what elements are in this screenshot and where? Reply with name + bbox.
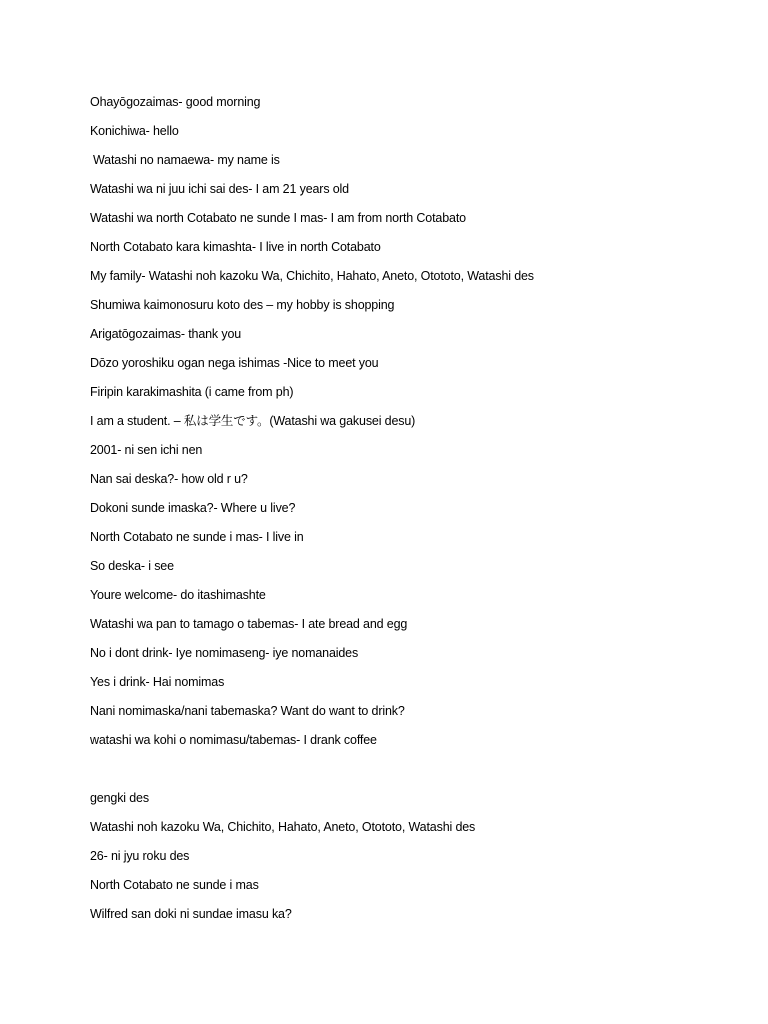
text-line: Wilfred san doki ni sundae imasu ka? bbox=[90, 907, 292, 921]
text-line: My family- Watashi noh kazoku Wa, Chichito, Hahato, Aneto, Otototo, Watashi des bbox=[90, 269, 534, 283]
text-line: 2001- ni sen ichi nen bbox=[90, 443, 203, 457]
text-line: Watashi wa pan to tamago o tabemas- I ate bread and egg bbox=[90, 617, 408, 631]
text-line: Dōzo yoroshiku ogan nega ishimas -Nice to meet you bbox=[90, 356, 379, 370]
text-line: Nan sai deska?- how old r u? bbox=[90, 472, 248, 486]
text-line: Konichiwa- hello bbox=[90, 124, 179, 138]
text-line: Shumiwa kaimonosuru koto des – my hobby is shopping bbox=[90, 298, 395, 312]
text-line: No i dont drink- Iye nomimaseng- iye nomanaides bbox=[90, 646, 359, 660]
text-line: Ohayōgozaimas- good morning bbox=[90, 95, 261, 109]
text-line: Firipin karakimashita (i came from ph) bbox=[90, 385, 294, 399]
text-line: Arigatōgozaimas- thank you bbox=[90, 327, 242, 341]
text-line: Watashi no namaewa- my name is bbox=[93, 153, 280, 167]
text-line: Yes i drink- Hai nomimas bbox=[90, 675, 225, 689]
text-line: Watashi wa ni juu ichi sai des- I am 21 years old bbox=[90, 182, 349, 196]
text-line: watashi wa kohi o nomimasu/tabemas- I drank coffee bbox=[90, 733, 377, 747]
text-line: So deska- i see bbox=[90, 559, 174, 573]
text-line: Dokoni sunde imaska?- Where u live? bbox=[90, 501, 296, 515]
text-line: Watashi noh kazoku Wa, Chichito, Hahato, Aneto, Otototo, Watashi des bbox=[90, 820, 476, 834]
text-line: I am a student. – 私は学生です。(Watashi wa gakusei desu) bbox=[90, 414, 416, 428]
text-line: North Cotabato kara kimashta- I live in north Cotabato bbox=[90, 240, 381, 254]
text-line: Watashi wa north Cotabato ne sunde I mas- I am from north Cotabato bbox=[90, 211, 466, 225]
blank-line bbox=[90, 759, 730, 788]
text-line: North Cotabato ne sunde i mas- I live in bbox=[90, 530, 304, 544]
text-line: gengki des bbox=[90, 791, 149, 805]
text-line: Nani nomimaska/nani tabemaska? Want do want to drink? bbox=[90, 704, 405, 718]
text-line: Youre welcome- do itashimashte bbox=[90, 588, 266, 602]
text-line: 26- ni jyu roku des bbox=[90, 849, 190, 863]
text-line: North Cotabato ne sunde i mas bbox=[90, 878, 259, 892]
text-lines bbox=[90, 92, 730, 933]
